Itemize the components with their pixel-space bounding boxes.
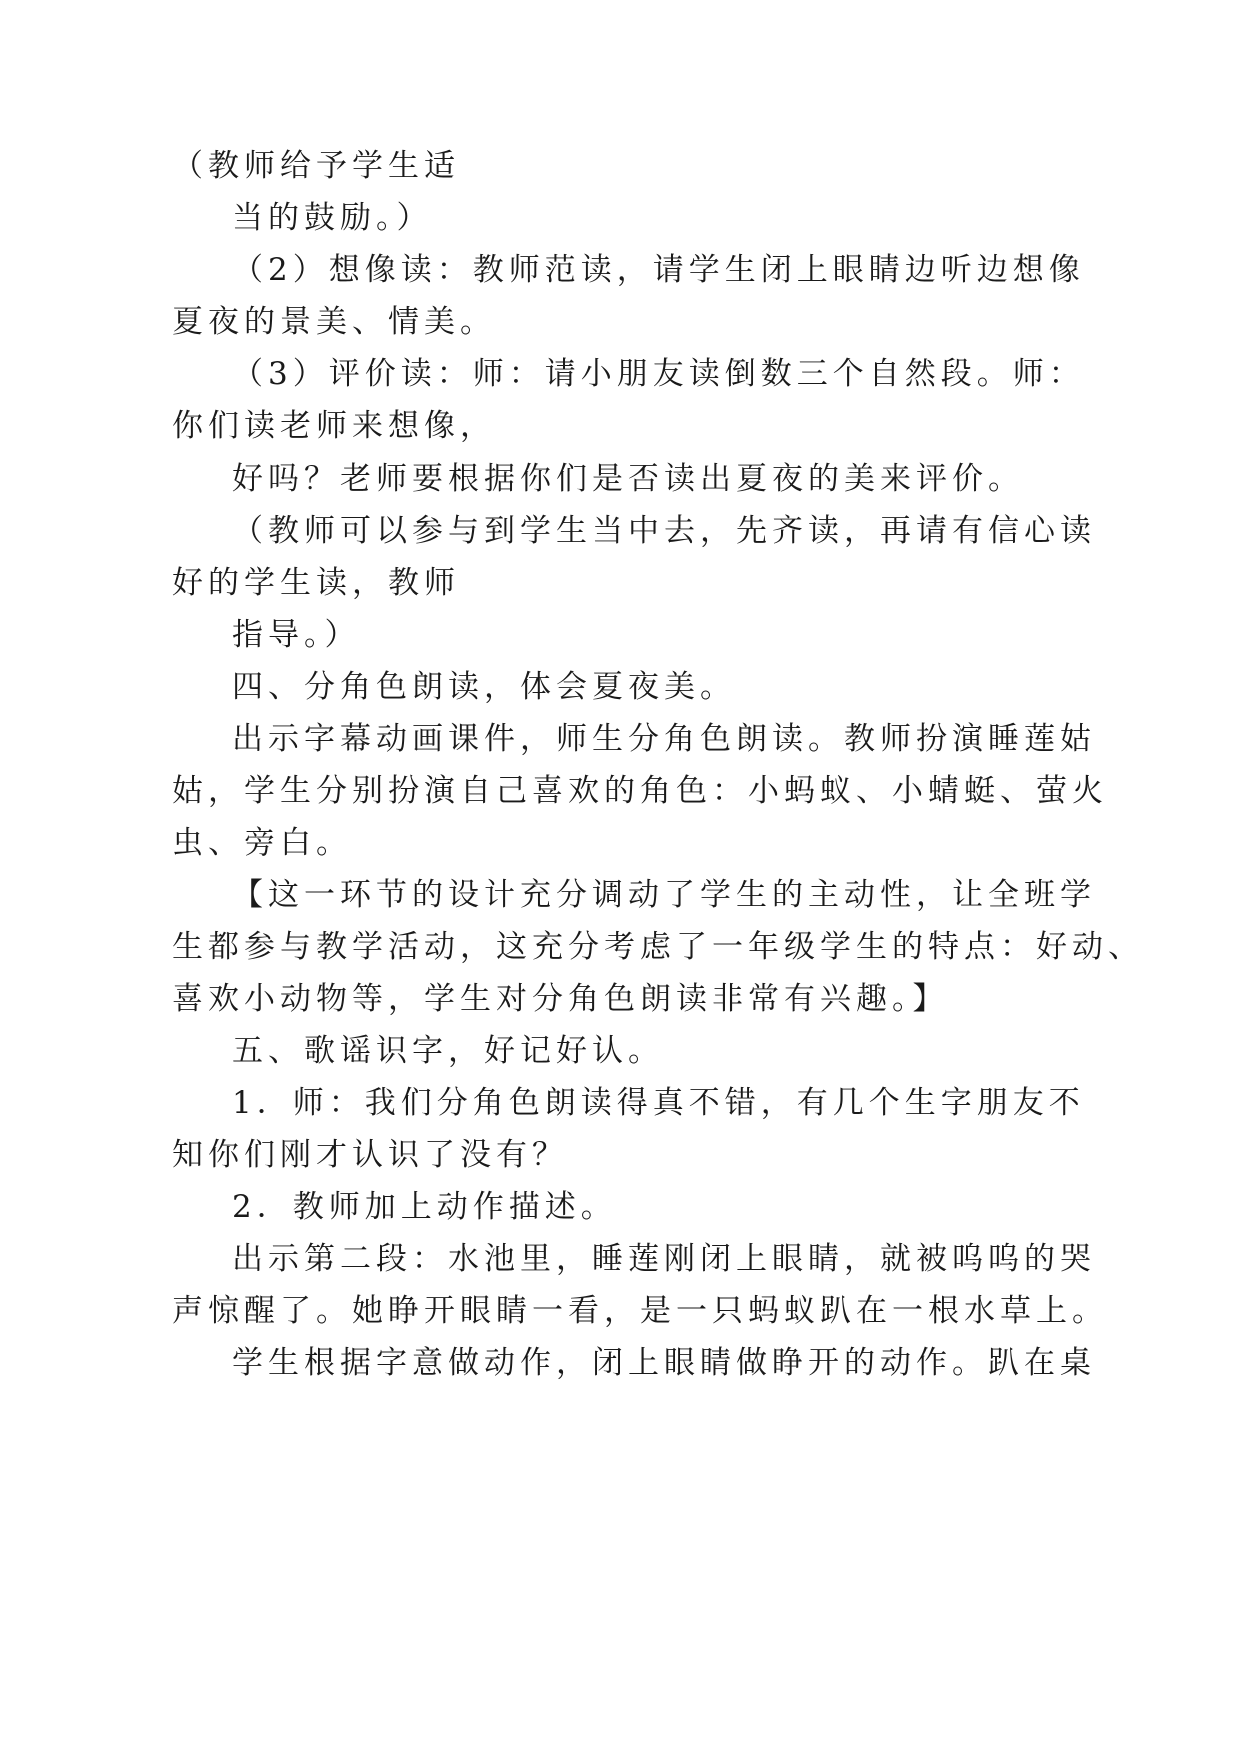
text-line-19: 1．师：我们分角色朗读得真不错，有几个生字朋友不 bbox=[232, 1085, 1085, 1121]
text-line-6: 你们读老师来想像， bbox=[172, 408, 496, 444]
text-line-18: 五、歌谣识字，好记好认。 bbox=[232, 1033, 664, 1069]
text-line-20: 知你们刚才认识了没有？ bbox=[172, 1137, 568, 1173]
text-line-13: 姑，学生分别扮演自己喜欢的角色：小蚂蚁、小蜻蜓、萤火 bbox=[172, 773, 1108, 809]
text-line-2: 当的鼓励。） bbox=[232, 200, 433, 236]
text-line-9: 好的学生读，教师 bbox=[172, 565, 460, 601]
text-line-14: 虫、旁白。 bbox=[172, 825, 352, 861]
text-line-3: （2）想像读：教师范读，请学生闭上眼睛边听边想像 bbox=[232, 252, 1085, 288]
text-line-5: （3）评价读：师：请小朋友读倒数三个自然段。师： bbox=[232, 356, 1085, 392]
text-line-10: 指导。） bbox=[232, 617, 361, 653]
text-line-23: 声惊醒了。她睁开眼睛一看，是一只蚂蚁趴在一根水草上。 bbox=[172, 1293, 1108, 1329]
text-line-16: 生都参与教学活动，这充分考虑了一年级学生的特点：好动、 bbox=[172, 929, 1144, 965]
text-line-1: （教师给予学生适 bbox=[172, 148, 460, 184]
text-line-8: （教师可以参与到学生当中去，先齐读，再请有信心读 bbox=[232, 513, 1096, 549]
text-line-24: 学生根据字意做动作，闭上眼睛做睁开的动作。趴在桌 bbox=[232, 1345, 1096, 1381]
text-line-12: 出示字幕动画课件，师生分角色朗读。教师扮演睡莲姑 bbox=[232, 721, 1096, 757]
text-line-17: 喜欢小动物等，学生对分角色朗读非常有兴趣。】 bbox=[172, 981, 949, 1017]
text-line-21: 2．教师加上动作描述。 bbox=[232, 1189, 617, 1225]
text-line-15: 【这一环节的设计充分调动了学生的主动性，让全班学 bbox=[232, 877, 1096, 913]
text-line-7: 好吗？老师要根据你们是否读出夏夜的美来评价。 bbox=[232, 461, 1024, 497]
text-line-4: 夏夜的景美、情美。 bbox=[172, 304, 496, 340]
text-line-11: 四、分角色朗读，体会夏夜美。 bbox=[232, 669, 736, 705]
text-line-22: 出示第二段：水池里，睡莲刚闭上眼睛，就被呜呜的哭 bbox=[232, 1241, 1096, 1277]
